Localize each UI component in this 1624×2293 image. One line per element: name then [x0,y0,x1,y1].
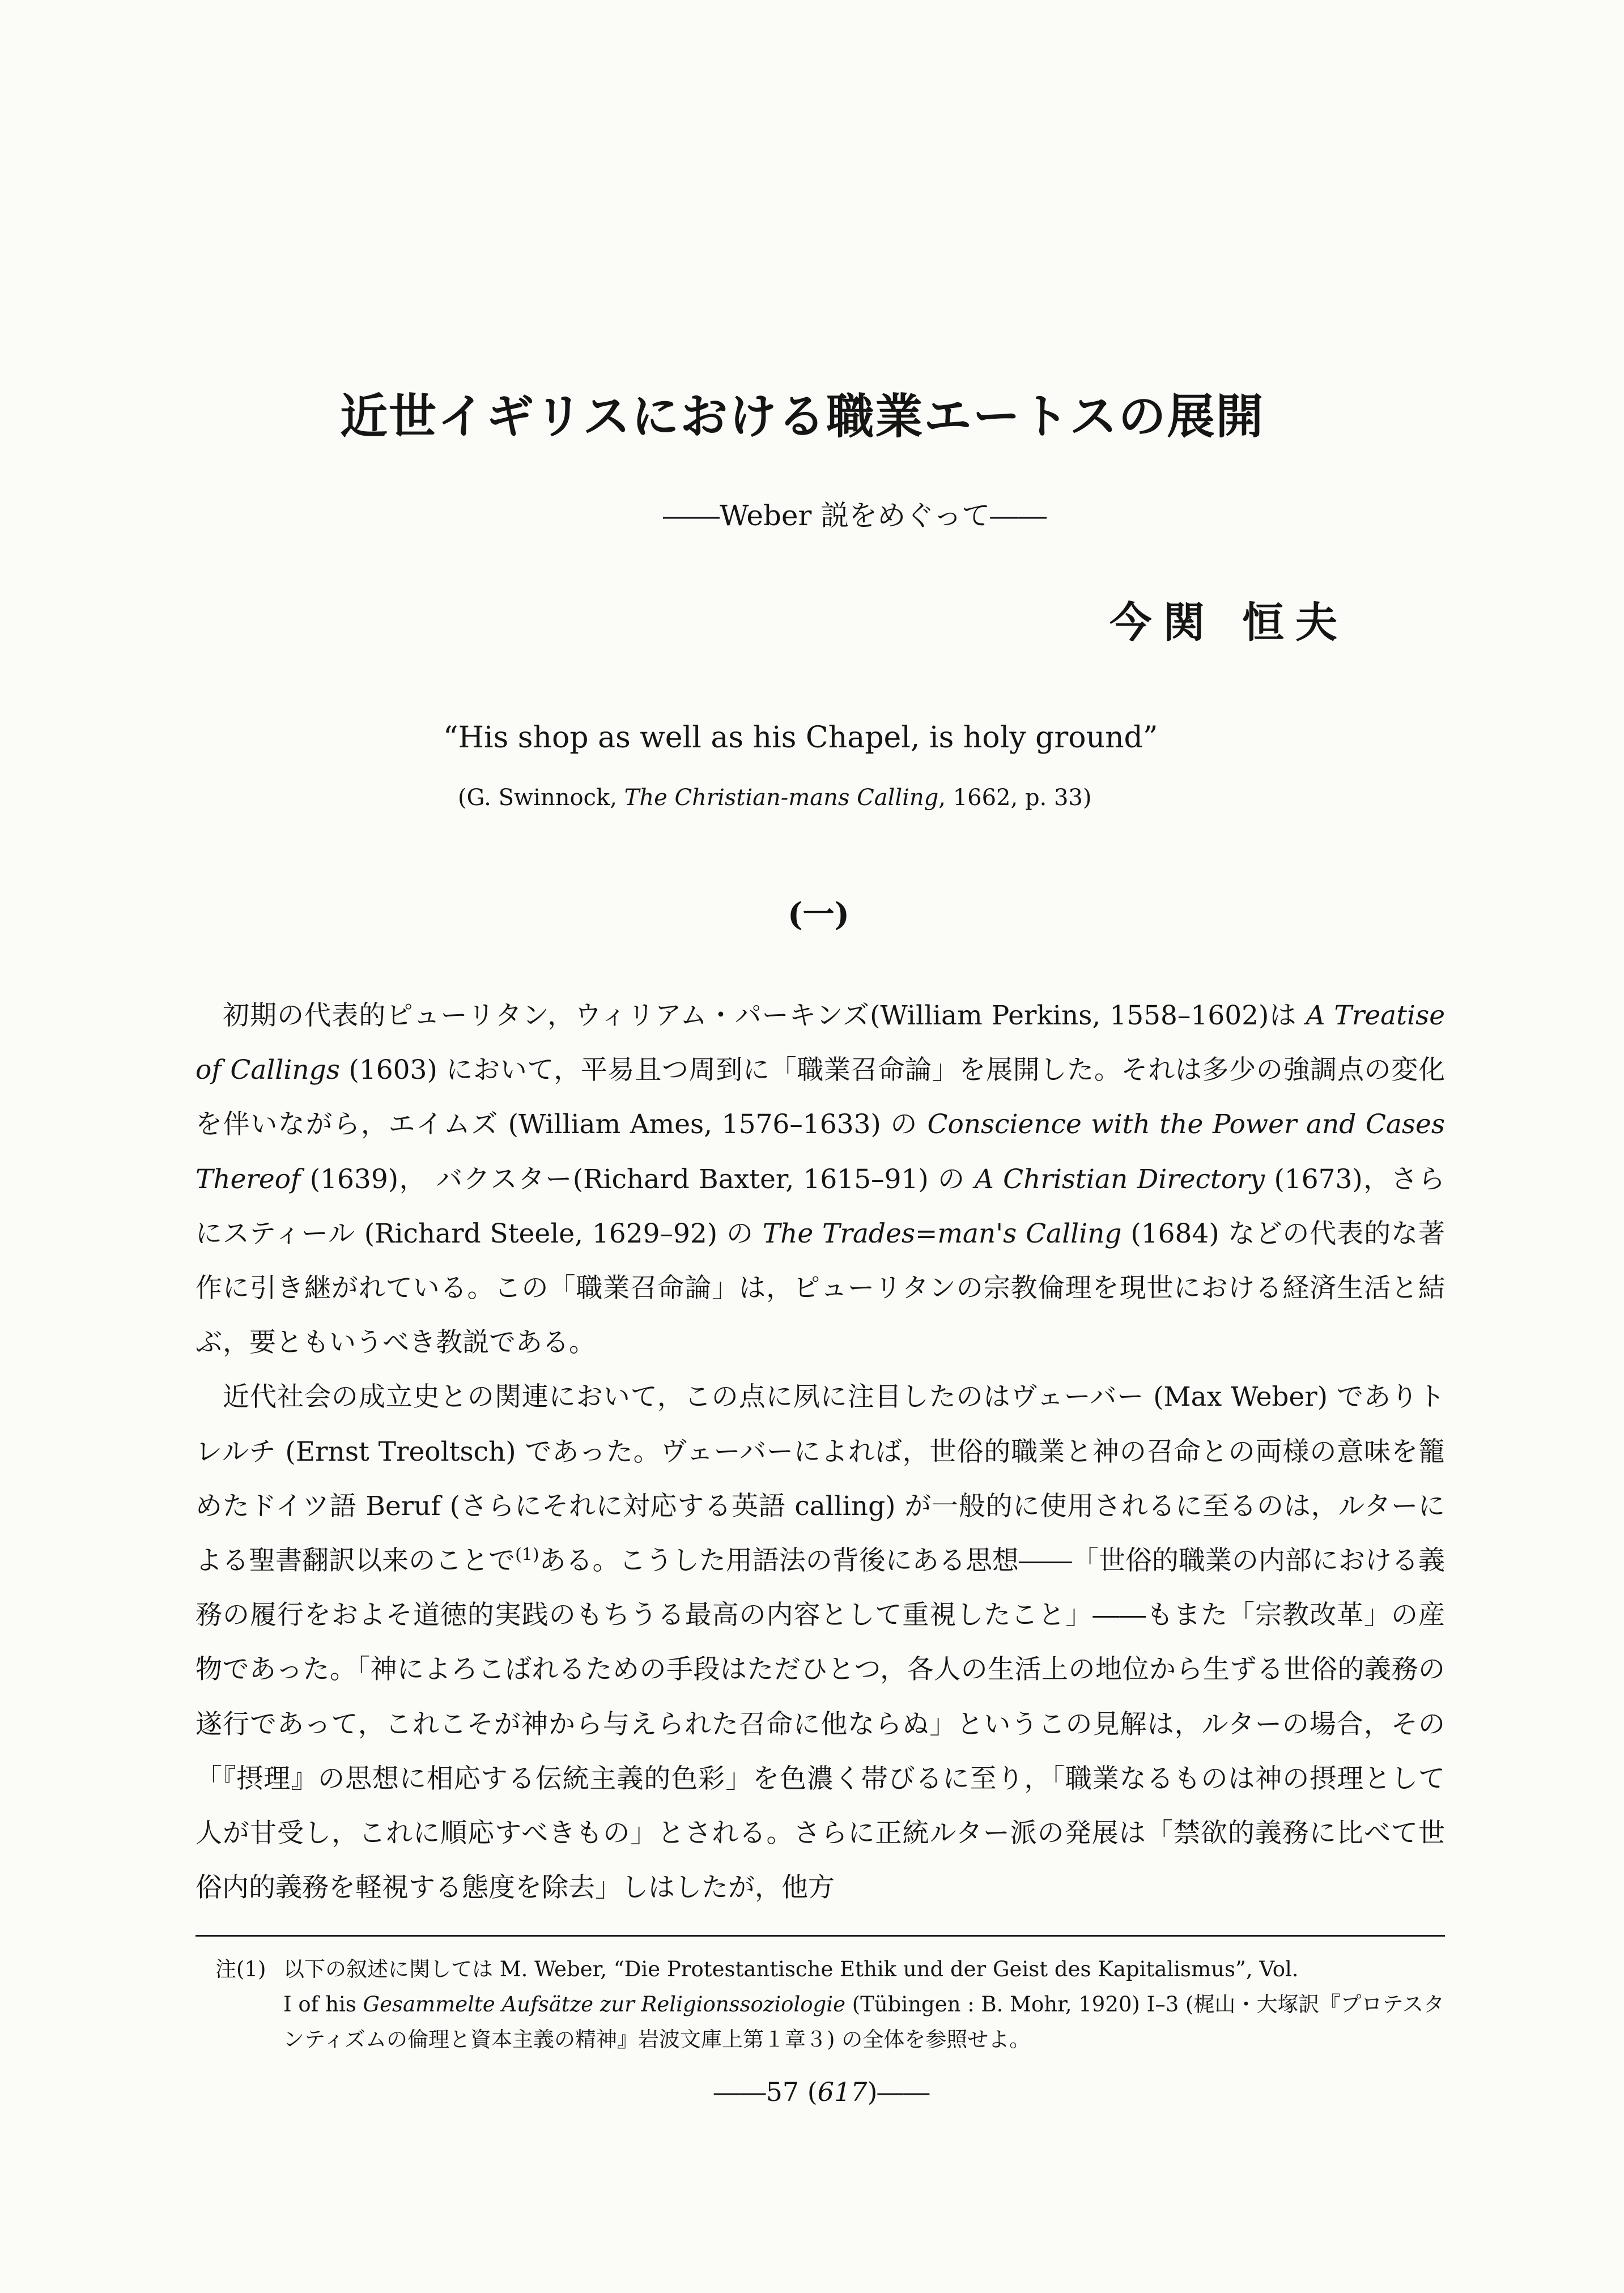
page-number-suffix: )―― [867,2077,930,2107]
epigraph-source-suffix: , 1662, p. 33) [938,785,1092,811]
p1-italic-2: Conscience with the Power and Cases Thereof [195,1109,1445,1195]
footnote-text-2: I of his [283,1992,363,2017]
paragraph-2 [195,1370,1445,1915]
p1-text-1: 初期の代表的ピューリタン，ウィリアム・パーキンズ(William Perkins, 1558–1602)は [223,1000,1306,1031]
body-text [195,989,1445,1915]
article-title: 近世イギリスにおける職業エートスの展開 [340,388,1265,444]
p2-text-2: ある。こうした用語法の背後にある思想――「世俗的職業の内部における義務の履行をおよそ道徳的実践のもちうる最高の内容として重視したこと」――もまた「宗教改革」の産物であった。「神によろこばれるための手段はただひとつ，各人の生活上の地位から生ずる世俗的義務の遂行であって，これこそが神から与えられた召命に他ならぬ」というこの見解は，ルターの場合，その「『摂理』の思想に相応する伝統主義的色彩」を色濃く帯びるに至り，「職業なるものは神の摂理として人が甘受し，これに順応すべきもの」とされる。さらに正統ルター派の発展は「禁欲的義務に比べて世俗内的義務を軽視する態度を除去」しはしたが，他方 [195,1545,1446,1904]
footnote-italic-title: Gesammelte Aufsätze zur Religionssoziologie [363,1992,845,2017]
p1-text-5: (1684) などの代表的な著作に引き継がれている。この「職業召命論」は，ピューリタンの宗教倫理を現世における経済生活と結ぶ，要ともいうべき教説である。 [195,1218,1445,1359]
epigraph-source-title: The Christian-mans Calling [624,785,939,811]
footnote-text-1: 以下の叙述に関しては M. Weber, “Die Protestantische Ethik und der Geist des Kapitalismus”, Vol. [283,1957,1299,1981]
article-subtitle: ――Weber 説をめぐって―― [663,499,1047,532]
section-heading: (一) [788,896,849,933]
footnote-continuation [215,1987,1451,2057]
footnote [215,1952,1451,2057]
footnote-label: 注(1) [215,1957,266,1981]
page-number [708,2077,935,2107]
footnote-reference: (1) [515,1545,539,1565]
epigraph-quote: “His shop as well as his Chapel, is holy ground” [443,721,1158,755]
author-name: 今関 恒夫 [1109,598,1349,647]
p1-italic-1: A Treatise of Callings [195,1000,1446,1086]
page-number-italic: 617 [817,2077,868,2107]
footnote-first-line [215,1952,1451,1987]
page-number-prefix: ――57 ( [713,2077,818,2107]
epigraph-source [458,785,1251,811]
p1-italic-4: The Trades=man's Calling [762,1218,1122,1249]
footnote-text-3: (Tübingen : B. Mohr, 1920) I–3 (梶山・大塚訳 [845,1992,1320,2017]
p1-italic-3: A Christian Directory [974,1163,1265,1195]
epigraph-source-prefix: (G. Swinnock, [458,785,624,811]
p1-text-2: (1603) において，平易且つ周到に「職業召命論」を展開した。それは多少の強調点の変化を伴いながら，エイムズ (William Ames, 1576–1633) の [195,1054,1445,1141]
p1-text-4: (1673)，さらにスティール (Richard Steele, 1629–92) の [195,1163,1445,1249]
paragraph-1 [195,989,1445,1370]
footnote-text-4: 『プロテスタンティズムの倫理と資本主義の精神』岩波文庫上第１章３) の全体を参照せよ。 [283,1992,1445,2052]
p1-text-3: (1639)， バクスター(Richard Baxter, 1615–91) の [300,1163,975,1195]
footnote-divider [195,1935,1445,1937]
p2-text-1: 近代社会の成立史との関連において，この点に夙に注目したのはヴェーバー (Max Weber) でありトレルチ (Ernst Treoltsch) であった。ヴェーバーによれば，世俗的職業と神の召命との両様の意味を籠めたドイツ語 Beruf (さらにそれに対応する英語 calling) が一般的に使用されるに至るのは，ルターによる聖書翻訳以来のことで [195,1381,1445,1577]
